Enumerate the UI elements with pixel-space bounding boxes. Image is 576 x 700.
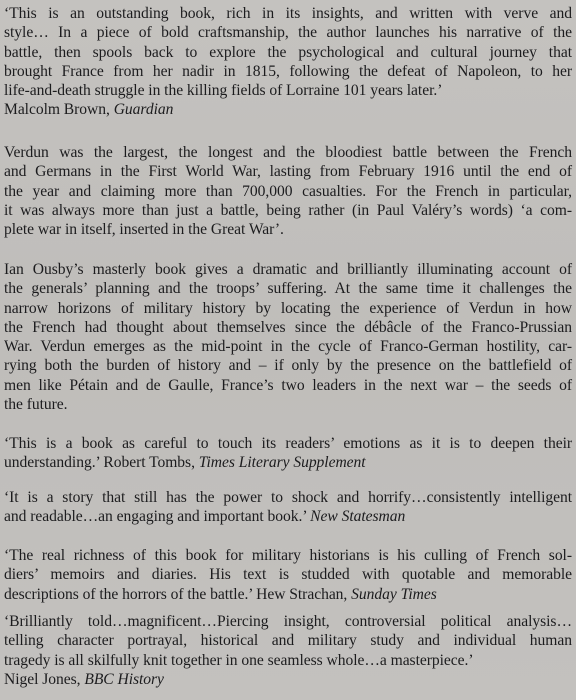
text-line: narrow horizons of military history by locating the experience of Verdun in how xyxy=(4,299,572,317)
reviewer-name: Malcolm Brown, xyxy=(4,101,114,119)
text-line: battle, then spools back to explore the psychological and cultural journey that xyxy=(4,43,572,61)
text-line: ‘The real richness of this book for military historians is his culling of French sol- xyxy=(4,547,572,564)
description-paragraph xyxy=(4,260,572,414)
publication-name: Times Literary Supplement xyxy=(198,454,366,472)
text-line: Ian Ousby’s masterly book gives a dramatic and brilliantly illuminating account of xyxy=(4,261,572,278)
text-line: style… In a piece of bold craftsmanship, the author launches his narrative of the xyxy=(4,24,572,42)
text-line: ‘Brilliantly told…magnificent…Piercing insight, controversial political analysis… xyxy=(4,613,572,630)
text-line: plete war in itself, inserted in the Great War’. xyxy=(4,221,284,239)
publication-name: BBC History xyxy=(84,670,164,688)
review-attribution xyxy=(4,453,572,472)
publication-name: Sunday Times xyxy=(351,585,437,603)
text-line: ‘This is an outstanding book, rich in its insights, and written with verve and xyxy=(4,5,572,22)
review-attribution xyxy=(4,585,572,604)
text-line: telling character portrayal, historical and military study and individual human xyxy=(4,632,572,650)
review-attribution xyxy=(4,100,572,119)
text-line: the French had thought about themselves since the débâcle of the Franco-Prussian xyxy=(4,318,572,336)
review-attribution xyxy=(4,670,572,689)
review-quote-guardian xyxy=(4,4,572,120)
text-line: ‘It is a story that still has the power to shock and horrify…consistently intelligent xyxy=(4,489,572,506)
review-attribution xyxy=(4,507,572,526)
quote-tail: descriptions of the horrors of the battle.’ Hew Strachan, xyxy=(4,585,352,603)
text-line: and Germans in the First World War, lasting from February 1916 until the end of xyxy=(4,163,572,181)
text-line: it was always more than just a battle, being rather (in Paul Valéry’s words) ‘a com- xyxy=(4,201,572,219)
reviewer-name: Nigel Jones, xyxy=(4,670,85,688)
text-line: brought France from her nadir in 1815, following the defeat of Napoleon, to her xyxy=(4,62,572,80)
review-quote-new-statesman xyxy=(4,488,572,527)
text-line: War. Verdun emerges as the mid-point in the cycle of Franco-German hostility, car- xyxy=(4,338,572,356)
text-line: tragedy is all skilfully knit together in one seamless whole…a masterpiece.’ xyxy=(4,651,474,669)
text-line: the year and claiming more than 700,000 casualties. For the French in particular, xyxy=(4,182,572,200)
text-line: diers’ memoirs and diaries. His text is studded with quotable and memorable xyxy=(4,566,572,584)
review-quote-tls xyxy=(4,434,572,473)
review-quote-sunday-times xyxy=(4,546,572,604)
text-line: ‘This is a book as careful to touch its readers’ emotions as it is to deepen their xyxy=(4,435,572,452)
text-line: Verdun was the largest, the longest and the bloodiest battle between the French xyxy=(4,144,572,161)
text-line: the generals’ planning and the troops’ suffering. At the same time it challenges the xyxy=(4,280,572,298)
text-line: rying both the burden of history and – if only by the presence on the battlefield of xyxy=(4,357,572,375)
text-line: life-and-death struggle in the killing fields of Lorraine 101 years later.’ xyxy=(4,82,443,100)
text-line: the future. xyxy=(4,396,68,414)
publication-name: Guardian xyxy=(113,101,174,119)
quote-tail: understanding.’ Robert Tombs, xyxy=(4,454,199,472)
quote-tail: and readable…an engaging and important book.’ xyxy=(4,508,311,526)
review-quote-bbc-history xyxy=(4,612,572,689)
back-cover-text xyxy=(4,0,572,700)
publication-name: New Statesman xyxy=(310,508,406,526)
description-paragraph xyxy=(4,143,572,239)
text-line: men like Pétain and de Gaulle, France’s two leaders in the next war – the seeds of xyxy=(4,376,572,394)
